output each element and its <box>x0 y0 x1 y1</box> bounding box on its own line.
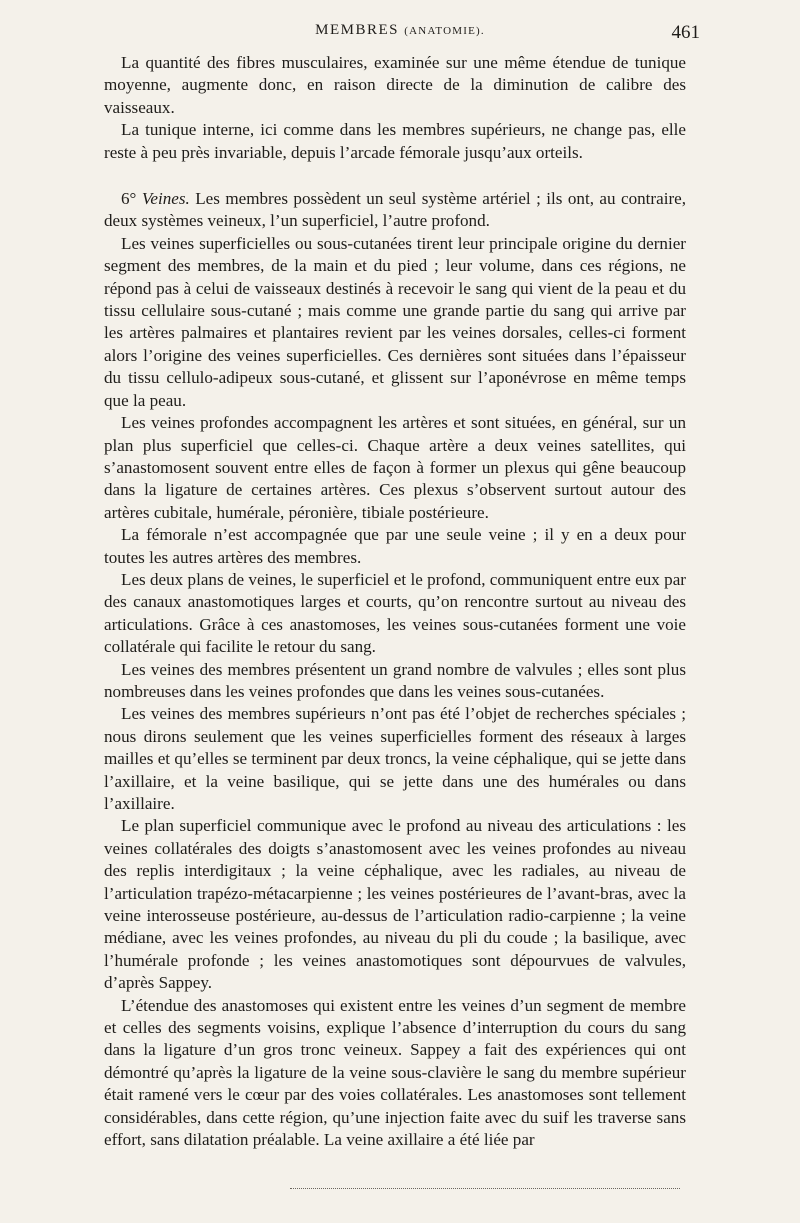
footer-rule <box>290 1188 680 1189</box>
paragraph: La quantité des fibres musculaires, examinée sur une même étendue de tunique moyenne, augmente donc, en raison directe de la diminution de calibre des vaisseaux. <box>104 53 686 117</box>
running-title <box>315 22 485 39</box>
section-number: 6° <box>121 189 142 209</box>
header-subtitle: ANATOMIE <box>409 25 476 37</box>
paragraph: Les deux plans de veines, le superficiel et le profond, communiquent entre eux par des canaux anastomotiques larges et courts, qu’on rencontre surtout au niveau des articulations. Grâce à ces anastomoses, les veines sous-cutanées forment une voie collatérale qui facilite le retour du sang. <box>104 569 686 657</box>
section-text: Les membres possèdent un seul système artériel ; ils ont, au contraire, deux systèmes veineux, l’un superficiel, l’autre profond. <box>104 189 686 231</box>
page-number: 461 <box>671 22 700 43</box>
paragraph: La fémorale n’est accompagnée que par une seule veine ; il y en a deux pour toutes les autres artères des membres. <box>104 525 686 567</box>
paragraph: Les veines des membres supérieurs n’ont pas été l’objet de recherches spéciales ; nous dirons seulement que les veines superficielles forment des réseaux à larges mailles et qu’elles se terminent par deux troncs, la veine céphalique, qui se jette dans l’axillaire, et la veine basilique, qui se jette dans une des humérales ou dans l’axillaire. <box>104 704 686 813</box>
running-header <box>100 22 700 52</box>
paragraph: Les veines des membres présentent un grand nombre de valvules ; elles sont plus nombreuses dans les veines profondes que dans les veines sous-cutanées. <box>104 659 686 701</box>
body-text <box>104 52 686 1152</box>
header-title: MEMBRES <box>315 22 400 38</box>
paragraph: La tunique interne, ici comme dans les membres supérieurs, ne change pas, elle reste à peu près invariable, depuis l’arcade fémorale jusqu’aux orteils. <box>104 120 686 162</box>
paragraph: Le plan superficiel communique avec le profond au niveau des articulations : les veines collatérales des doigts s’anastomosent avec les veines profondes au niveau des replis interdigitaux ; la veine céphalique, avec les radiales, au niveau de l’articulation trapézo-métacarpienne ; les veines postérieures de l’avant-bras, avec la veine interosseuse postérieure, au-dessus de l’articulation radio-carpienne ; la veine médiane, avec les veines profondes, au niveau du pli du coude ; la basilique, avec l’humérale profonde ; les veines anastomotiques sont dépourvues de valvules, d’après Sappey. <box>104 816 686 993</box>
section-paragraph <box>104 188 686 233</box>
paragraph: L’étendue des anastomoses qui existent entre les veines d’un segment de membre et celles des segments voisins, explique l’absence d’interruption du cours du sang dans la ligature d’un gros tronc veineux. Sappey a fait des expériences qui ont démontré qu’après la ligature de la veine sous-clavière le sang du membre supérieur était ramené vers le cœur par des voies collatérales. Les anastomoses sont tellement considérables, dans cette région, qu’une injection faite avec du suif les traverse sans effort, sans dilatation préalable. La veine axillaire a été liée par <box>104 995 686 1150</box>
header-subtitle-group: (ANATOMIE). <box>404 25 485 37</box>
paragraph: Les veines superficielles ou sous-cutanées tirent leur principale origine du dernier segment des membres, de la main et du pied ; leur volume, dans ces régions, ne répond pas à celui de vaisseaux destinés à recevoir le sang qui vient de la peau et du tissu cellulaire sous-cutané ; mais comme une grande partie du sang qui arrive par les artères palmaires et plantaires revient par les veines dorsales, celles-ci forment alors l’origine des veines superficielles. Ces dernières sont situées dans l’épaisseur du tissu cellulo-adipeux sous-cutané, et glissent sur l’aponévrose en même temps que la peau. <box>104 233 686 410</box>
paragraph: Les veines profondes accompagnent les artères et sont situées, en général, sur un plan plus superficiel que celles-ci. Chaque artère a deux veines satellites, qui s’anastomosent souvent entre elles de façon à former un plexus qui gêne beaucoup dans la ligature de certaines artères. Ces plexus s’observent surtout autour des artères cubitale, humérale, péronière, tibiale postérieure. <box>104 413 686 522</box>
section-heading: Veines. <box>141 189 190 209</box>
